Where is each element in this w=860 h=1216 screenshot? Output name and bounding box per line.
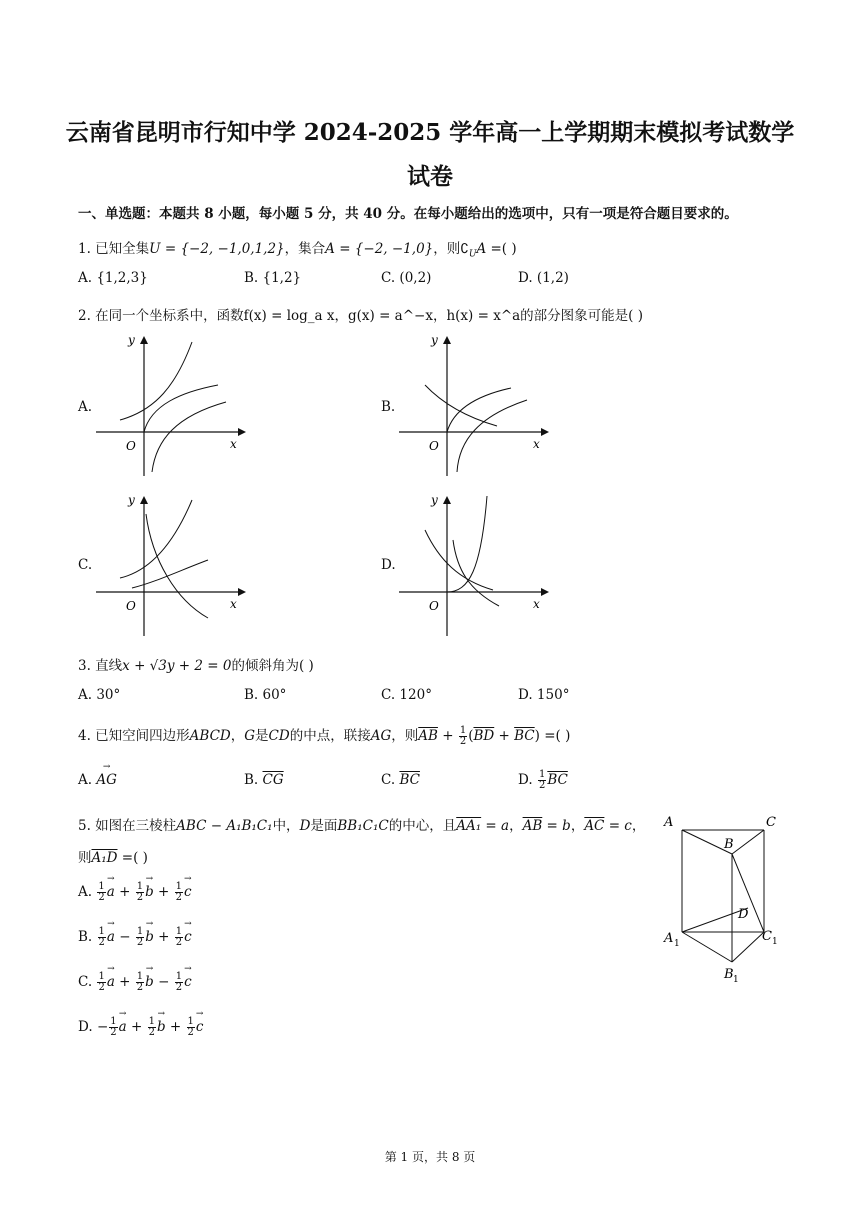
graph-c-x-label: x — [230, 597, 237, 611]
prism-label-b1-sub: 1 — [733, 975, 739, 985]
q1-number: 1. — [78, 241, 96, 257]
q5-blank: =( ) — [117, 850, 148, 866]
graph-d-x-label: x — [533, 597, 540, 611]
prism-label-c1: C — [762, 929, 772, 944]
q5-text3: 是面 — [310, 818, 338, 834]
q2-option-d-label: D. — [381, 557, 396, 573]
q4-math-cd: CD — [268, 728, 290, 744]
question-5-line2 — [78, 846, 148, 866]
q3-option-c: C. 120° — [381, 687, 432, 703]
q1-option-d: D. (1,2) — [518, 270, 569, 286]
q4-math-ag: AG — [370, 728, 392, 744]
q5-math-prism: ABC − A₁B₁C₁ — [176, 818, 273, 834]
q5-option-c: C. $\frac{1}{2}$ → a + $\frac{1}{2}$ → b − $\frac{1}{2}$ → c — [78, 972, 192, 993]
q1-complement-sub: U — [468, 249, 477, 260]
q4-option-b: B. $\overline{CG}$ — [244, 772, 284, 788]
q3-text2: 的倾斜角为( ) — [231, 658, 314, 674]
graph-c-origin: O — [126, 599, 136, 613]
q1-complement: ∁ — [460, 241, 469, 257]
q4-text5: ，则 — [391, 728, 419, 744]
q5-eq-a: = a — [481, 818, 510, 834]
q5-math-face: BB₁C₁C — [337, 818, 389, 834]
graph-d-y-label: y — [431, 493, 438, 507]
page-title: 云南省昆明市行知中学 2024-2025 学年高一上学期期末模拟考试数学 — [65, 119, 795, 146]
q2-option-b-label: B. — [381, 399, 396, 415]
q3-number: 3. — [78, 658, 96, 674]
q1-math-u: U = {−2, −1,0,1,2} — [149, 241, 285, 257]
prism-label-c: C — [766, 815, 776, 830]
prism-label-a: A — [664, 815, 674, 830]
question-4: 4. 已知空间四边形ABCD，G是CD的中点，联接AG，则$\overline{AB}$ + $\frac{1}{2}$ $(\overline{BD} + \overline{BC})$ =( ) — [78, 725, 571, 747]
q5-text: 5. 如图在三棱柱 — [78, 818, 177, 834]
q4-math-g: G — [244, 728, 256, 744]
q1-math-a: A = {−2, −1,0} — [325, 241, 434, 257]
q3-option-d: D. 150° — [518, 687, 570, 703]
prism-label-a1-sub: 1 — [674, 939, 680, 949]
q4-option-a: A. → AG — [78, 772, 117, 788]
q5-vec-ac: $\overline{AC}$ — [584, 818, 605, 834]
q4-option-d: D. $\frac{1}{2}$ $\overline{BC}$ — [518, 769, 568, 791]
q1-option-c: C. (0,2) — [381, 270, 432, 286]
q4-option-c-vec: $\overline{BC}$ — [399, 772, 420, 788]
q2-option-a-label: A. — [78, 399, 93, 415]
q4-blank: =( ) — [539, 728, 571, 744]
q5-text4: 的中心，且 — [388, 818, 457, 834]
q5-vec-a1d: A₁D — [91, 850, 118, 866]
q2-graph-b — [399, 330, 549, 480]
q1-blank: =( ) — [486, 241, 517, 257]
question-2: 2. 在同一个坐标系中，函数f(x) = log_a x，g(x) = a^−x，h(x) = x^a的部分图象可能是( ) — [78, 308, 644, 324]
q4-option-b-vec: $\overline{CG}$ — [262, 772, 284, 788]
q4-math-abcd: ABCD — [189, 728, 231, 744]
prism-label-c1-sub: 1 — [772, 937, 778, 947]
graph-c-y-label: y — [128, 493, 135, 507]
prism-label-b: B — [724, 837, 734, 852]
q2-graph-c — [96, 490, 246, 640]
q1-option-b: B. {1,2} — [244, 270, 302, 286]
q3-math: x + √3y + 2 = 0 — [122, 658, 232, 674]
q4-vec-bc: $\overline{BC}$ — [514, 728, 535, 744]
page-title-line2: 试卷 — [407, 163, 453, 190]
q1-text2: ，集合 — [284, 241, 326, 257]
q3-option-b: B. 60° — [244, 687, 287, 703]
graph-d-origin: O — [429, 599, 439, 613]
q5-text5: 则 — [78, 850, 92, 866]
q4-text2: ， — [230, 728, 245, 744]
q4-text3: 是 — [255, 728, 269, 744]
question-1 — [78, 237, 517, 260]
prism-label-a1: A — [664, 931, 674, 946]
q4-option-c: C. $\overline{BC}$ — [381, 772, 420, 788]
section-heading: 一、单选题：本题共 8 小题，每小题 5 分，共 40 分。在每小题给出的选项中，只有一项是符合题目要求的。 — [78, 206, 738, 222]
q5-prism-figure — [660, 808, 790, 988]
q2-graph-d — [399, 490, 549, 640]
graph-b-y-label: y — [431, 333, 438, 347]
page-footer: 第 1 页，共 8 页 — [384, 1150, 476, 1164]
question-3 — [78, 654, 314, 674]
q3-text: 直线 — [95, 658, 123, 674]
q5-math-d: D — [299, 818, 311, 834]
graph-a-y-label: y — [128, 333, 135, 347]
prism-label-d: D — [738, 907, 749, 922]
q5-option-d: D. − $\frac{1}{2}$ → a + $\frac{1}{2}$ → b + $\frac{1}{2}$ → c — [78, 1017, 203, 1038]
graph-a-origin: O — [126, 439, 136, 453]
q5-option-a: A. $\frac{1}{2}$ → a + $\frac{1}{2}$ → b + $\frac{1}{2}$ → c — [78, 882, 192, 903]
q1-option-a: A. {1,2,3} — [78, 270, 148, 286]
q1-text3: ，则 — [433, 241, 461, 257]
q1-text: 已知全集 — [95, 241, 150, 257]
prism-label-b1: B — [724, 967, 734, 982]
q4-fraction-half: $\frac{1}{2}$ — [459, 725, 467, 747]
q4-number: 4. — [78, 728, 96, 744]
q5-text2: 中， — [272, 818, 300, 834]
q2-graph-a — [96, 330, 246, 480]
q4-vec-bd: $\overline{BD}$ — [473, 728, 495, 744]
q1-complement-set: A — [476, 241, 487, 257]
q4-option-d-vec: $\overline{BC}$ — [547, 772, 568, 788]
graph-b-x-label: x — [533, 437, 540, 451]
graph-a-x-label: x — [230, 437, 237, 451]
q5-option-b: B. $\frac{1}{2}$ → a − $\frac{1}{2}$ → b + $\frac{1}{2}$ → c — [78, 927, 192, 948]
question-5: 5. 如图在三棱柱ABC − A₁B₁C₁中，D是面BB₁C₁C的中心，且AA₁ = a，$\overline{AB} = b$，$\overline{AC} = c$， — [78, 818, 646, 834]
q4-text: 已知空间四边形 — [95, 728, 190, 744]
q4-text4: 的中点，联接 — [289, 728, 371, 744]
q4-vec-ab: $\overline{AB}$ — [418, 728, 438, 744]
q2-option-c-label: C. — [78, 557, 93, 573]
q4-option-a-vec: → AG — [96, 772, 117, 788]
q3-option-a: A. 30° — [78, 687, 121, 703]
q5-vec-aa1: AA₁ — [456, 818, 482, 834]
q5-vec-ab: $\overline{AB}$ — [522, 818, 543, 834]
q5-eq-c: = c — [604, 818, 632, 834]
q5-eq-b: = b — [542, 818, 571, 834]
graph-b-origin: O — [429, 439, 439, 453]
